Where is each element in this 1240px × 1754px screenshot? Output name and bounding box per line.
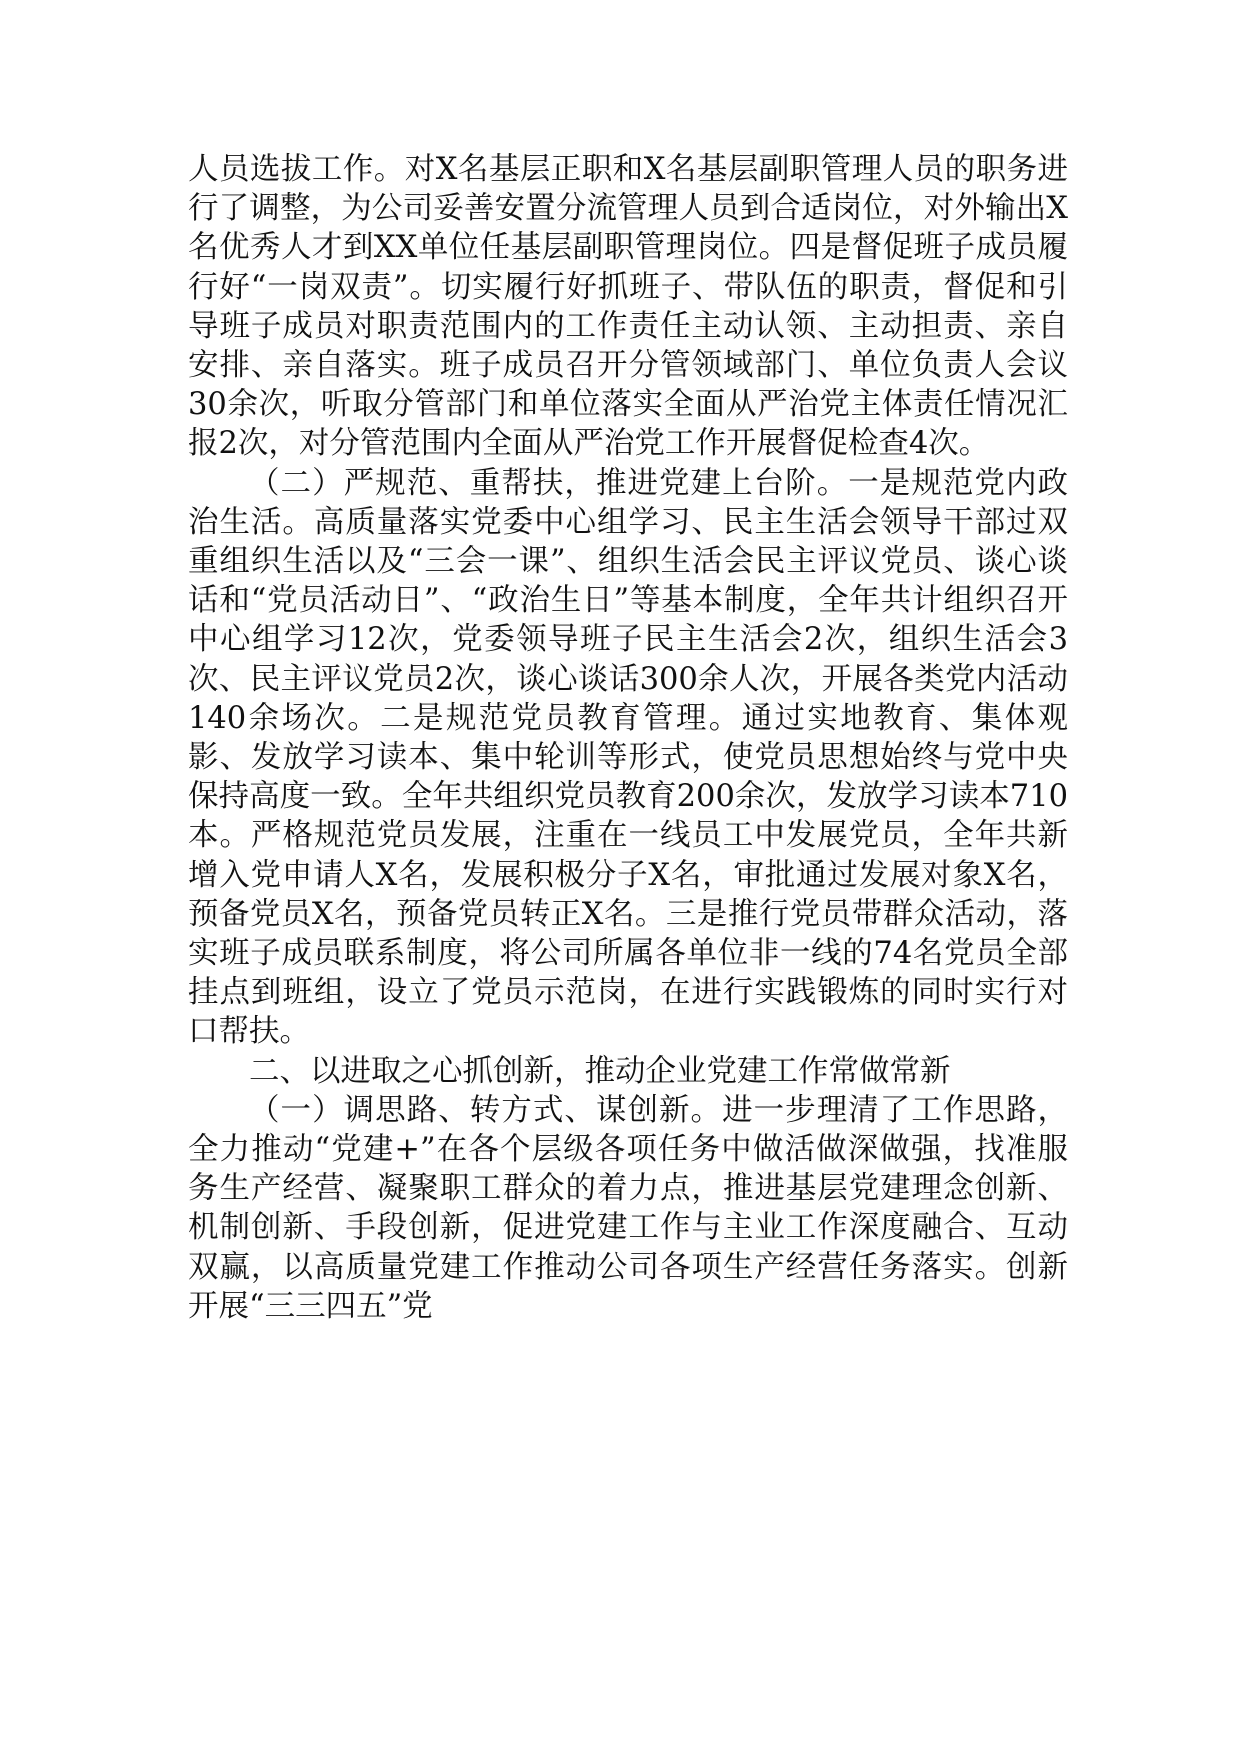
paragraph-subsection-1: （一）调思路、转方式、谋创新。进一步理清了工作思路，全力推动“党建+”在各个层级各项任务中做活做深做强，找准服务生产经营、凝聚职工群众的着力点，推进基层党建理念创新、机制创新、手段创新，促进党建工作与主业工作深度融合、互动双赢，以高质量党建工作推动公司各项生产经营任务落实。创新开展“三三四五”党 bbox=[188, 1092, 1068, 1324]
paragraph-continued: 人员选拔工作。对X名基层正职和X名基层副职管理人员的职务进行了调整，为公司妥善安置分流管理人员到合适岗位，对外输出X名优秀人才到XX单位任基层副职管理岗位。四是督促班子成员履行好“一岗双责”。切实履行好抓班子、带队伍的职责，督促和引导班子成员对职责范围内的工作责任主动认领、主动担责、亲自安排、亲自落实。班子成员召开分管领域部门、单位负责人会议30余次，听取分管部门和单位落实全面从严治党主体责任情况汇报2次，对分管范围内全面从严治党工作开展督促检查4次。 bbox=[188, 152, 1068, 462]
document-body bbox=[188, 150, 1068, 1326]
paragraph-section-2: （二）严规范、重帮扶，推进党建上台阶。一是规范党内政治生活。高质量落实党委中心组学习、民主生活会领导干部过双重组织生活以及“三会一课”、组织生活会民主评议党员、谈心谈话和“党员活动日”、“政治生日”等基本制度，全年共计组织召开中心组学习12次，党委领导班子民主生活会2次，组织生活会3次、民主评议党员2次，谈心谈话300余人次，开展各类党内活动140余场次。二是规范党员教育管理。通过实地教育、集体观影、发放学习读本、集中轮训等形式，使党员思想始终与党中央保持高度一致。全年共组织党员教育200余次，发放学习读本710本。严格规范党员发展，注重在一线员工中发展党员，全年共新增入党申请人X名，发展积极分子X名，审批通过发展对象X名，预备党员X名，预备党员转正X名。三是推行党员带群众活动，落实班子成员联系制度，将公司所属各单位非一线的74名党员全部挂点到班组，设立了党员示范岗，在进行实践锻炼的同时实行对口帮扶。 bbox=[188, 465, 1068, 1050]
section-heading: 二、以进取之心抓创新，推动企业党建工作常做常新 bbox=[249, 1053, 951, 1089]
